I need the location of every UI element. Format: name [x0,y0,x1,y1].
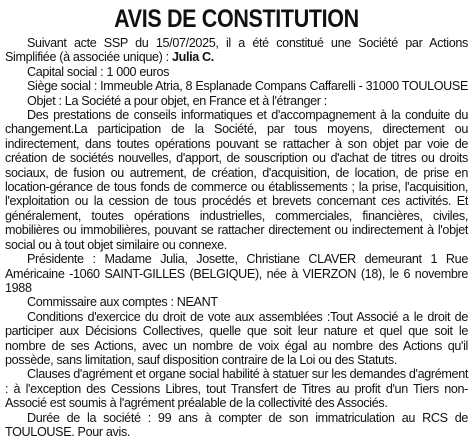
duree-paragraph: Durée de la société : 99 ans à compter de son immatriculation au RCS de TOULOUSE. Pour avis. [5,410,468,439]
notice-body [5,36,468,439]
presidente-paragraph: Présidente : Madame Julia, Josette, Christiane CLAVER demeurant 1 Rue Américaine -1060 SAINT-GILLES (BELGIQUE), née à VIERZON (18), le 6 novembre 1988 [5,252,468,295]
siege-paragraph: Siège social : Immeuble Atria, 8 Esplanade Compans Caffarelli - 31000 TOULOUSE [27,79,469,94]
capital-paragraph: Capital social : 1 000 euros [27,64,170,79]
commissaire-paragraph: Commissaire aux comptes : NEANT [27,295,218,310]
constitution-paragraph [5,36,468,65]
constitution-text: Suivant acte SSP du 15/07/2025, il a été constitué une Société par Actions Simplifiée (à associée unique) : [5,36,468,65]
notice-title: AVIS DE CONSTITUTION [114,5,359,33]
company-name: Julia C. [171,50,214,65]
clauses-paragraph: Clauses d'agrément et organe social habilité à statuer sur les demandes d'agrément : à l'exception des Cessions Libres, tout Transfert de Titres au profit d'un Tiers non-Associé est soumis à l'agrément préalable de la collectivité des Associés. [5,367,468,411]
objet-details-paragraph: Des prestations de conseils informatiques et d'accompagnement à la conduite du changement.La participation de la Société, par tous moyens, directement ou indirectement, dans toutes opérations pouvant se rattacher à son objet par voie de création de sociétés nouvelles, d'apport, de souscription ou d'achat de titres ou droits sociaux, de fusion ou autrement, de création, d'acquisition, de location, de prise en location-gérance de tous fonds de commerce ou établissements ; la prise, l'acquisition, l'exploitation ou la cession de tous procédés et brevets concernant ces activités. Et généralement, toutes opérations industrielles, commerciales, financières, civiles, mobilières ou immobilières, pouvant se rattacher directement ou indirectement à l'objet social ou à tout objet similaire ou connexe. [5,108,468,252]
objet-paragraph: Objet : La Société a pour objet, en France et à l'étranger : [27,93,327,108]
conditions-paragraph: Conditions d'exercice du droit de vote aux assemblées :Tout Associé a le droit de participer aux Décisions Collectives, quelle que soit leur nature et quel que soit le nombre de ses Actions, avec un nombre de voix égal au nombre des Actions qu'il possède, sans limitation, sauf disposition contraire de la Loi ou des Statuts. [5,309,468,367]
